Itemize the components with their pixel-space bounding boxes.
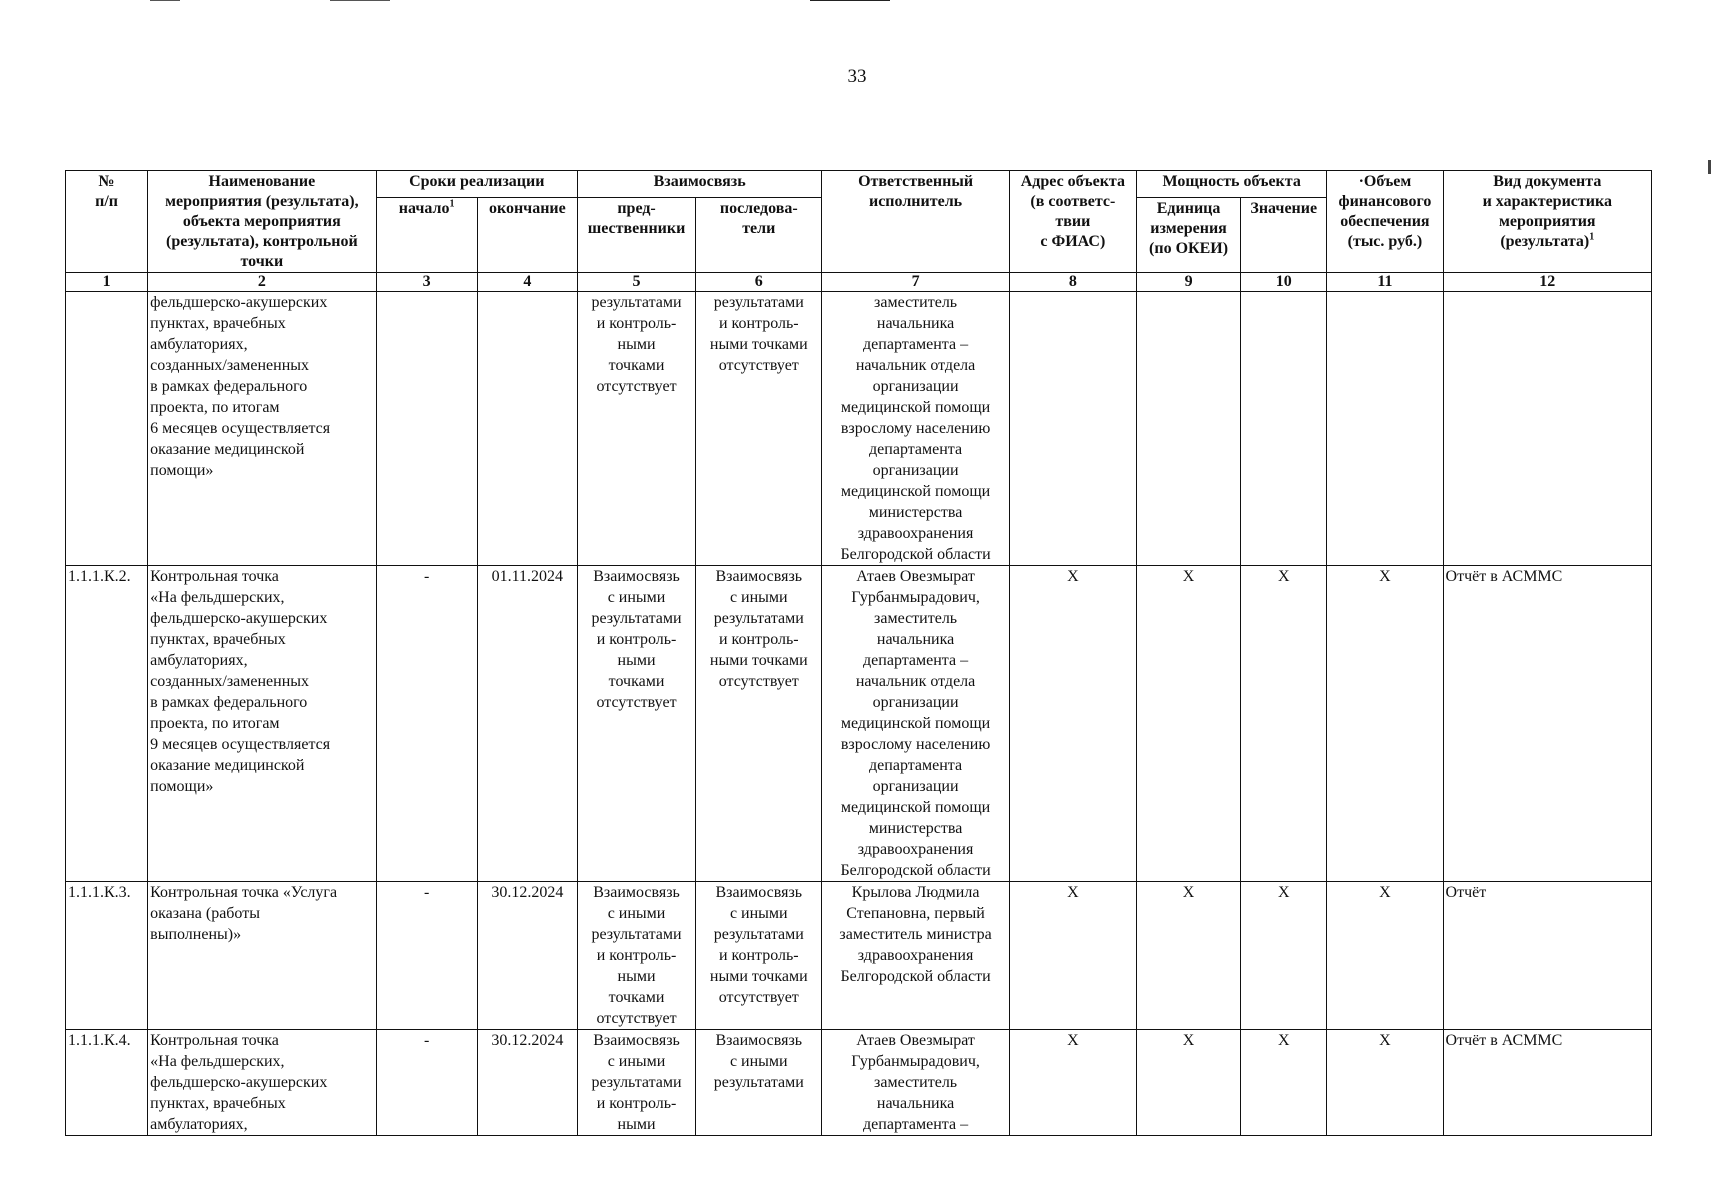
cell-start: -	[376, 1030, 477, 1136]
column-number: 1	[66, 273, 148, 292]
page-number: 33	[847, 66, 867, 87]
header-capacity: Мощность объекта	[1136, 171, 1326, 198]
table-row	[66, 882, 1652, 1030]
column-number: 5	[577, 273, 695, 292]
cell-responsible: Атаев Овезмырат Гурбанмырадович, заместитель начальника департамента –	[822, 1030, 1009, 1136]
cell-successors: результатами и контроль- ными точками отсутствует	[696, 292, 822, 566]
header-end: окончание	[477, 197, 577, 272]
cell-responsible: заместитель начальника департамента – начальник отдела организации медицинской помощи взрослому населению департамента организации медицинской помощи министерства здравоохранения Белгородской области	[822, 292, 1009, 566]
column-number: 9	[1136, 273, 1240, 292]
header-num: № п/п	[66, 171, 148, 273]
header-predecessors: пред- шественники	[577, 197, 695, 272]
cell-responsible: Атаев Овезмырат Гурбанмырадович, заместитель начальника департамента – начальник отдела организации медицинской помощи взрослому населению департамента организации медицинской помощи министерства здравоохранения Белгородской области	[822, 566, 1009, 882]
cell-value: X	[1241, 882, 1327, 1030]
column-number: 11	[1327, 273, 1443, 292]
scan-artifact-line	[150, 0, 180, 1]
cell-name: Контрольная точка «Услуга оказана (работы выполнены)»	[148, 882, 376, 1030]
activity-plan-table	[65, 170, 1652, 1136]
cell-doc: Отчёт в АСММС	[1443, 1030, 1651, 1136]
header-successors: последова- тели	[696, 197, 822, 272]
scan-artifact-line	[810, 0, 890, 1]
header-start-text: начало	[398, 199, 450, 217]
header-start	[376, 197, 477, 272]
column-number: 10	[1241, 273, 1327, 292]
cell-start	[376, 292, 477, 566]
column-number: 6	[696, 273, 822, 292]
table-row	[66, 566, 1652, 882]
cell-num: 1.1.1.К.4.	[66, 1030, 148, 1136]
cell-unit: X	[1136, 1030, 1240, 1136]
cell-start: -	[376, 566, 477, 882]
cell-address: X	[1009, 566, 1136, 882]
cell-end: 30.12.2024	[477, 1030, 577, 1136]
header-unit: Единица измерения (по ОКЕИ)	[1136, 197, 1240, 272]
column-number: 3	[376, 273, 477, 292]
cell-successors: Взаимосвязь с иными результатами и контроль- ными точками отсутствует	[696, 882, 822, 1030]
column-number-row	[66, 273, 1652, 292]
cell-predecessors: Взаимосвязь с иными результатами и контроль- ными	[577, 1030, 695, 1136]
cell-predecessors: результатами и контроль- ными точками отсутствует	[577, 292, 695, 566]
column-number: 7	[822, 273, 1009, 292]
cell-unit	[1136, 292, 1240, 566]
footnote-mark: 1	[1589, 231, 1595, 243]
header-row-1	[66, 171, 1652, 198]
cell-unit: X	[1136, 882, 1240, 1030]
cell-funding: X	[1327, 566, 1443, 882]
cell-unit: X	[1136, 566, 1240, 882]
cell-predecessors: Взаимосвязь с иными результатами и контроль- ными точками отсутствует	[577, 882, 695, 1030]
column-number: 8	[1009, 273, 1136, 292]
cell-address	[1009, 292, 1136, 566]
cell-doc: Отчёт	[1443, 882, 1651, 1030]
cell-start: -	[376, 882, 477, 1030]
column-number: 4	[477, 273, 577, 292]
cell-funding: X	[1327, 1030, 1443, 1136]
table-row	[66, 292, 1652, 566]
column-number: 12	[1443, 273, 1651, 292]
cell-end: 01.11.2024	[477, 566, 577, 882]
cell-successors: Взаимосвязь с иными результатами и контроль- ными точками отсутствует	[696, 566, 822, 882]
cell-value: X	[1241, 1030, 1327, 1136]
cell-predecessors: Взаимосвязь с иными результатами и контроль- ными точками отсутствует	[577, 566, 695, 882]
cell-funding: X	[1327, 882, 1443, 1030]
header-address: Адрес объекта (в соответс- твии с ФИАС)	[1009, 171, 1136, 273]
cell-num: 1.1.1.К.3.	[66, 882, 148, 1030]
scan-artifact-mark	[1708, 160, 1711, 174]
cell-address: X	[1009, 882, 1136, 1030]
header-value: Значение	[1241, 197, 1327, 272]
cell-responsible: Крылова Людмила Степановна, первый заместитель министра здравоохранения Белгородской области	[822, 882, 1009, 1030]
header-funding: ·Объем финансового обеспечения (тыс. руб.)	[1327, 171, 1443, 273]
cell-funding	[1327, 292, 1443, 566]
header-name: Наименование мероприятия (результата), объекта мероприятия (результата), контрольной точки	[148, 171, 376, 273]
header-doc-type-text: Вид документа и характеристика мероприятия (результата)	[1482, 173, 1612, 250]
cell-value	[1241, 292, 1327, 566]
footnote-mark: 1	[449, 198, 455, 210]
cell-name: Контрольная точка «На фельдшерских, фельдшерско-акушерских пунктах, врачебных амбулаториях, созданных/замененных в рамках федерального проекта, по итогам 9 месяцев осуществляется оказание медицинской помощи»	[148, 566, 376, 882]
cell-value: X	[1241, 566, 1327, 882]
header-responsible: Ответственный исполнитель	[822, 171, 1009, 273]
column-number: 2	[148, 273, 376, 292]
cell-name: Контрольная точка «На фельдшерских, фельдшерско-акушерских пунктах, врачебных амбулаториях,	[148, 1030, 376, 1136]
cell-end: 30.12.2024	[477, 882, 577, 1030]
table-row	[66, 1030, 1652, 1136]
cell-address: X	[1009, 1030, 1136, 1136]
header-doc-type	[1443, 171, 1651, 273]
header-relation: Взаимосвязь	[577, 171, 821, 198]
cell-successors: Взаимосвязь с иными результатами	[696, 1030, 822, 1136]
cell-num: 1.1.1.К.2.	[66, 566, 148, 882]
cell-doc: Отчёт в АСММС	[1443, 566, 1651, 882]
cell-num	[66, 292, 148, 566]
cell-name: фельдшерско-акушерских пунктах, врачебных амбулаториях, созданных/замененных в рамках федерального проекта, по итогам 6 месяцев осуществляется оказание медицинской помощи»	[148, 292, 376, 566]
cell-end	[477, 292, 577, 566]
cell-doc	[1443, 292, 1651, 566]
header-terms: Сроки реализации	[376, 171, 577, 198]
scan-artifact-line	[330, 0, 390, 1]
